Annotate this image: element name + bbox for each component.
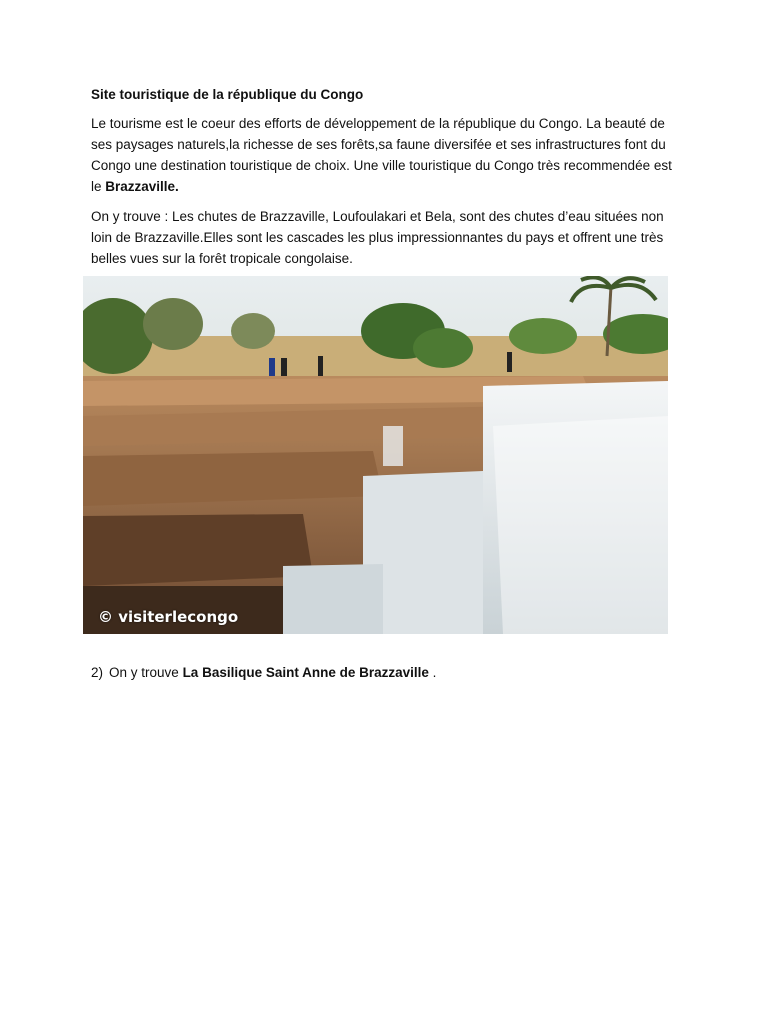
list-item-number: 2) xyxy=(91,665,104,680)
document-title: Site touristique de la république du Congo xyxy=(91,87,364,102)
waterfalls-paragraph: On y trouve : Les chutes de Brazzaville, Loufoulakari et Bela, sont des chutes d’eau situées non loin de Brazzaville.Elles sont les cascades les plus impressionnantes du pays et offrent une très belles vues sur la forêt tropicale congolaise. xyxy=(91,209,664,266)
list-item-2 xyxy=(91,662,436,683)
list-item-suffix: . xyxy=(428,665,437,680)
intro-bold-city: Brazzaville. xyxy=(105,179,179,194)
list-item-prefix: On y trouve xyxy=(109,665,183,680)
intro-paragraph xyxy=(91,113,676,197)
waterfall-illustration xyxy=(83,276,668,634)
list-item-bold: La Basilique Saint Anne de Brazzaville xyxy=(182,665,429,680)
document-body xyxy=(91,86,676,278)
intro-text: Le tourisme est le coeur des efforts de développement de la république du Congo. La beauté de ses paysages naturels,la richesse de ses forêts,sa faune diversifée et ses infrastructures font du Congo une destination touristique de choix. Une ville touristique du Congo très recommendée est le xyxy=(91,116,672,194)
waterfall-photo xyxy=(83,276,668,634)
photo-watermark: © visiterlecongo xyxy=(98,608,239,626)
